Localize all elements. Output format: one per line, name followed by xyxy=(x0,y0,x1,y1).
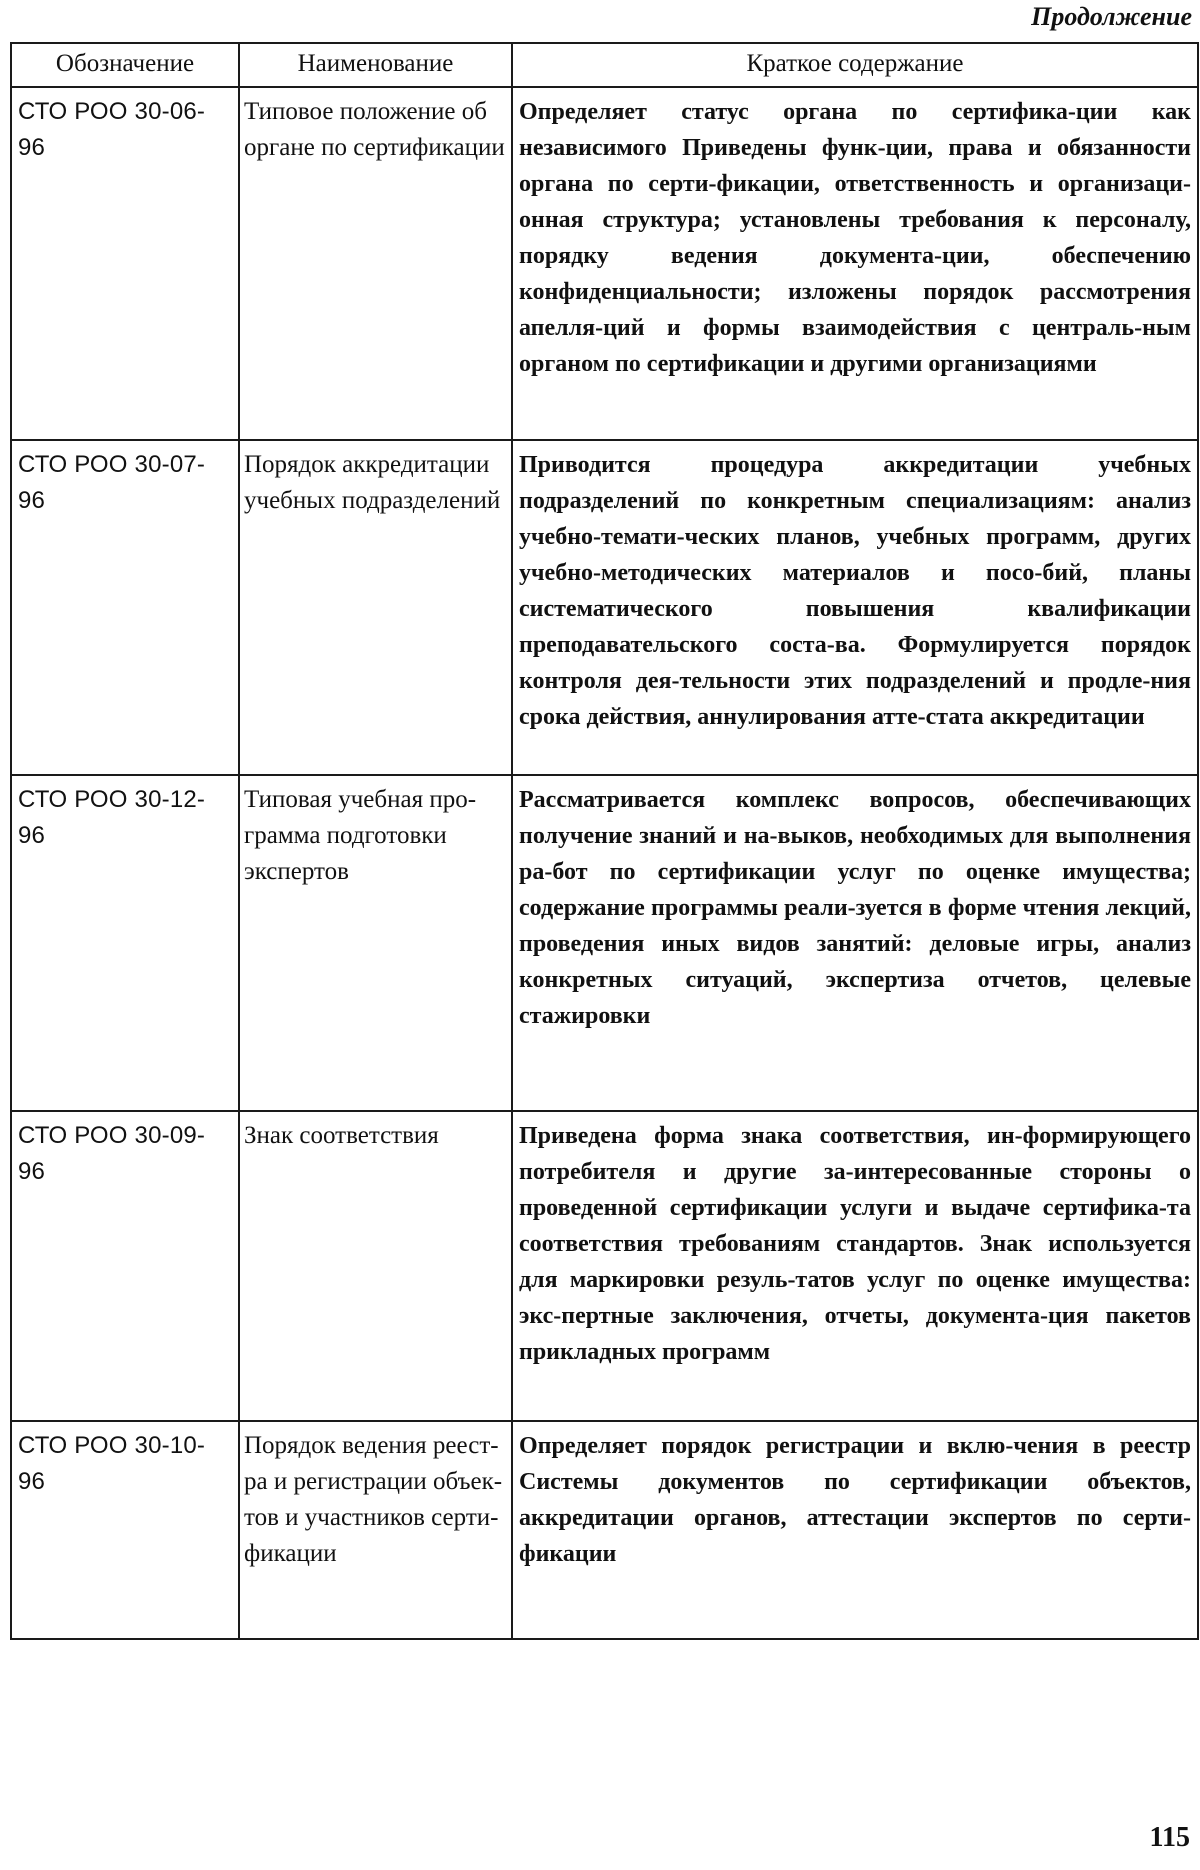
table-header-row xyxy=(11,43,1198,87)
row-designation: СТО РОО 30-06-96 xyxy=(11,87,239,440)
row-summary: Определяет статус органа по сертифика-ции как независимого Приведены функ-ции, права и обязанности органа по серти-фикации, ответственность и организаци-онная структура; установлены требования к персоналу, порядку ведения документа-ции, обеспечению конфиденциальности; изложены порядок рассмотрения апелля-ций и формы взаимодействия с централь-ным органом по сертификации и другими организациями xyxy=(512,87,1198,440)
standards-table xyxy=(10,42,1199,1640)
row-name: Типовая учебная про-грамма подготовки экспертов xyxy=(239,775,512,1111)
row-summary: Определяет порядок регистрации и вклю-чения в реестр Системы документов по сертификации объектов, аккредитации органов, аттестации экспертов по серти-фикации xyxy=(512,1421,1198,1639)
row-name: Порядок ведения реест-ра и регистрации объек-тов и участников серти-фикации xyxy=(239,1421,512,1639)
table-row xyxy=(11,775,1198,1111)
column-header-name: Наименование xyxy=(239,43,512,87)
row-designation: СТО РОО 30-10-96 xyxy=(11,1421,239,1639)
row-designation: СТО РОО 30-12-96 xyxy=(11,775,239,1111)
row-summary: Рассматривается комплекс вопросов, обеспечивающих получение знаний и на-выков, необходимых для выполнения ра-бот по сертификации услуг по оценке имущества; содержание программы реали-зуется в форме чтения лекций, проведения иных видов занятий: деловые игры, анализ конкретных ситуаций, экспертиза отчетов, целевые стажировки xyxy=(512,775,1198,1111)
row-name: Типовое положение об органе по сертификации xyxy=(239,87,512,440)
continuation-label: Продолжение xyxy=(1031,2,1192,31)
row-name: Знак соответствия xyxy=(239,1111,512,1421)
table-row xyxy=(11,440,1198,775)
row-summary: Приведена форма знака соответствия, ин-формирующего потребителя и другие за-интересованные стороны о проведенной сертификации услуги и выдаче сертифика-та соответствия требованиям стандартов. Знак используется для маркировки резуль-татов услуг по оценке имущества: экс-пертные заключения, отчеты, документа-ция пакетов прикладных программ xyxy=(512,1111,1198,1421)
column-header-designation: Обозначение xyxy=(11,43,239,87)
column-header-summary: Краткое содержание xyxy=(512,43,1198,87)
page-number: 115 xyxy=(1149,1822,1190,1853)
row-designation: СТО РОО 30-09-96 xyxy=(11,1111,239,1421)
row-name: Порядок аккредитации учебных подразделений xyxy=(239,440,512,775)
row-designation: СТО РОО 30-07-96 xyxy=(11,440,239,775)
table-row xyxy=(11,87,1198,440)
row-summary: Приводится процедура аккредитации учебных подразделений по конкретным специализациям: анализ учебно-темати-ческих планов, учебных программ, других учебно-методических материалов и посо-бий, планы систематического повышения квалификации преподавательского соста-ва. Формулируется порядок контроля дея-тельности этих подразделений и продле-ния срока действия, аннулирования атте-стата аккредитации xyxy=(512,440,1198,775)
table-row xyxy=(11,1111,1198,1421)
table-row xyxy=(11,1421,1198,1639)
